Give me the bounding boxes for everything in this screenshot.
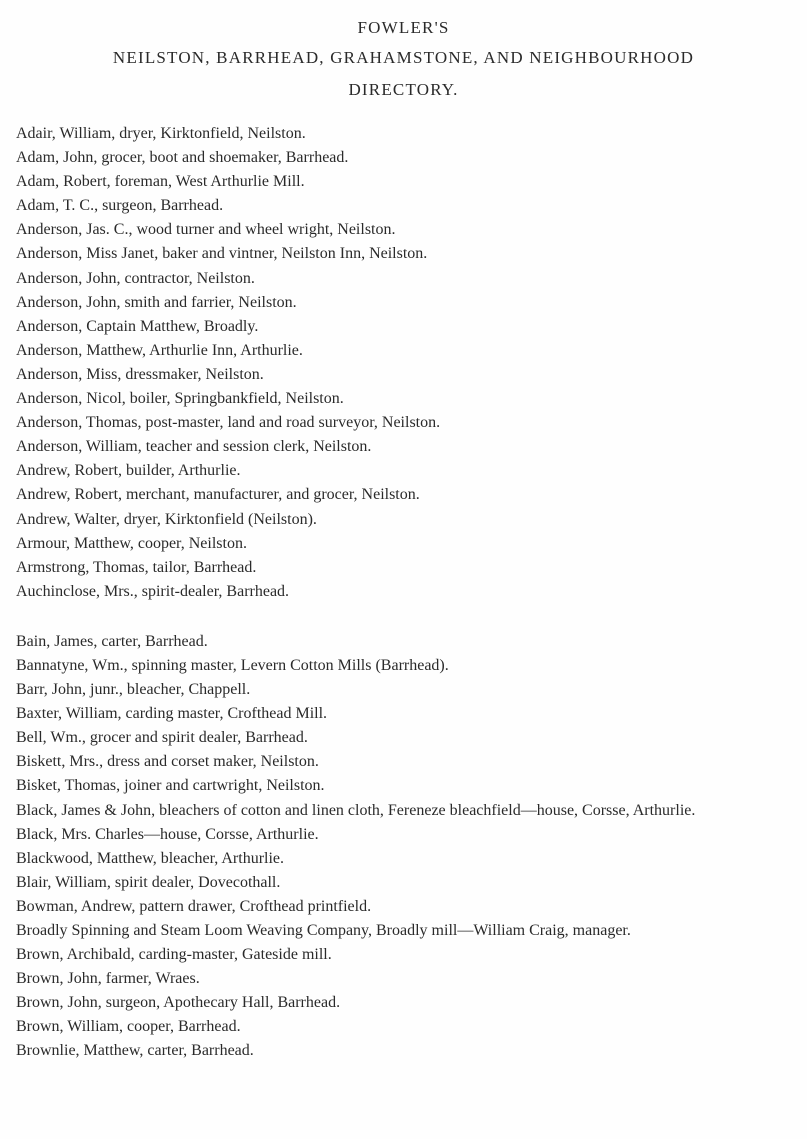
directory-entry: Adair, William, dryer, Kirktonfield, Neilston. (16, 125, 306, 142)
section-b (16, 630, 797, 1064)
directory-entry: Brown, Archibald, carding-master, Gateside mill. (16, 946, 332, 964)
section-gap (16, 604, 797, 630)
directory-entry: Anderson, Thomas, post-master, land and road surveyor, Neilston. (16, 414, 441, 432)
directory-entry: Armour, Matthew, cooper, Neilston. (16, 534, 247, 552)
directory-entry: Black, James & John, bleachers of cotton and linen cloth, Fereneze bleachfield—house, Corsse, Arthurlie. (16, 801, 696, 819)
directory-entry: Brown, John, surgeon, Apothecary Hall, Barrhead. (16, 994, 341, 1012)
directory-entry: Anderson, Nicol, boiler, Springbankfield, Neilston. (16, 390, 344, 408)
directory-entry: Bannatyne, Wm., spinning master, Levern Cotton Mills (Barrhead). (16, 656, 449, 674)
directory-entry: Anderson, Miss Janet, baker and vintner, Neilston Inn, Neilston. (16, 245, 428, 263)
directory-entry: Armstrong, Thomas, tailor, Barrhead. (16, 558, 257, 576)
publisher-heading: FOWLER'S (357, 18, 450, 37)
directory-entry: Broadly Spinning and Steam Loom Weaving Company, Broadly mill—William Craig, manager. (16, 922, 631, 939)
directory-entry: Andrew, Walter, dryer, Kirktonfield (Neilston). (16, 510, 317, 528)
directory-entry: Baxter, William, carding master, Crofthead Mill. (16, 705, 328, 723)
directory-entry: Blair, William, spirit dealer, Dovecothall. (16, 873, 281, 891)
directory-entry: Adam, John, grocer, boot and shoemaker, Barrhead. (16, 149, 349, 167)
directory-entry: Bowman, Andrew, pattern drawer, Crofthead printfield. (16, 897, 372, 915)
directory-entry: Anderson, John, smith and farrier, Neilston. (16, 293, 297, 311)
directory-entry: Anderson, Matthew, Arthurlie Inn, Arthurlie. (16, 341, 303, 359)
directory-entry: Bain, James, carter, Barrhead. (16, 632, 208, 650)
directory-entry: Anderson, Miss, dressmaker, Neilston. (16, 365, 264, 383)
directory-entry: Anderson, John, contractor, Neilston. (16, 269, 255, 287)
section-a (16, 122, 797, 604)
directory-entry: Andrew, Robert, merchant, manufacturer, and grocer, Neilston. (16, 486, 420, 504)
directory-entry: Anderson, Jas. C., wood turner and wheel wright, Neilston. (16, 221, 396, 239)
directory-entry: Brownlie, Matthew, carter, Barrhead. (16, 1042, 254, 1060)
directory-entry: Andrew, Robert, builder, Arthurlie. (16, 462, 241, 480)
directory-entry: Biskett, Mrs., dress and corset maker, Neilston. (16, 753, 319, 771)
directory-entry: Brown, William, cooper, Barrhead. (16, 1018, 241, 1036)
directory-entry: Barr, John, junr., bleacher, Chappell. (16, 681, 251, 699)
directory-title: NEILSTON, BARRHEAD, GRAHAMSTONE, AND NEIGHBOURHOOD (112, 48, 695, 67)
directory-entry: Blackwood, Matthew, bleacher, Arthurlie. (16, 849, 285, 867)
directory-entry: Anderson, Captain Matthew, Broadly. (16, 317, 259, 335)
directory-entry: Brown, John, farmer, Wraes. (16, 970, 200, 988)
page-header (0, 14, 807, 106)
directory-subtitle: DIRECTORY. (348, 80, 459, 99)
directory-entry: Adam, Robert, foreman, West Arthurlie Mill. (16, 173, 305, 191)
directory-entry: Bisket, Thomas, joiner and cartwright, Neilston. (16, 777, 325, 795)
directory-entry: Adam, T. C., surgeon, Barrhead. (16, 197, 224, 215)
directory-entry: Bell, Wm., grocer and spirit dealer, Barrhead. (16, 729, 308, 747)
directory-entry: Auchinclose, Mrs., spirit-dealer, Barrhead. (16, 582, 290, 600)
directory-entry: Anderson, William, teacher and session clerk, Neilston. (16, 438, 372, 456)
directory-entry: Black, Mrs. Charles—house, Corsse, Arthurlie. (16, 825, 319, 843)
directory-entries (0, 122, 807, 1064)
